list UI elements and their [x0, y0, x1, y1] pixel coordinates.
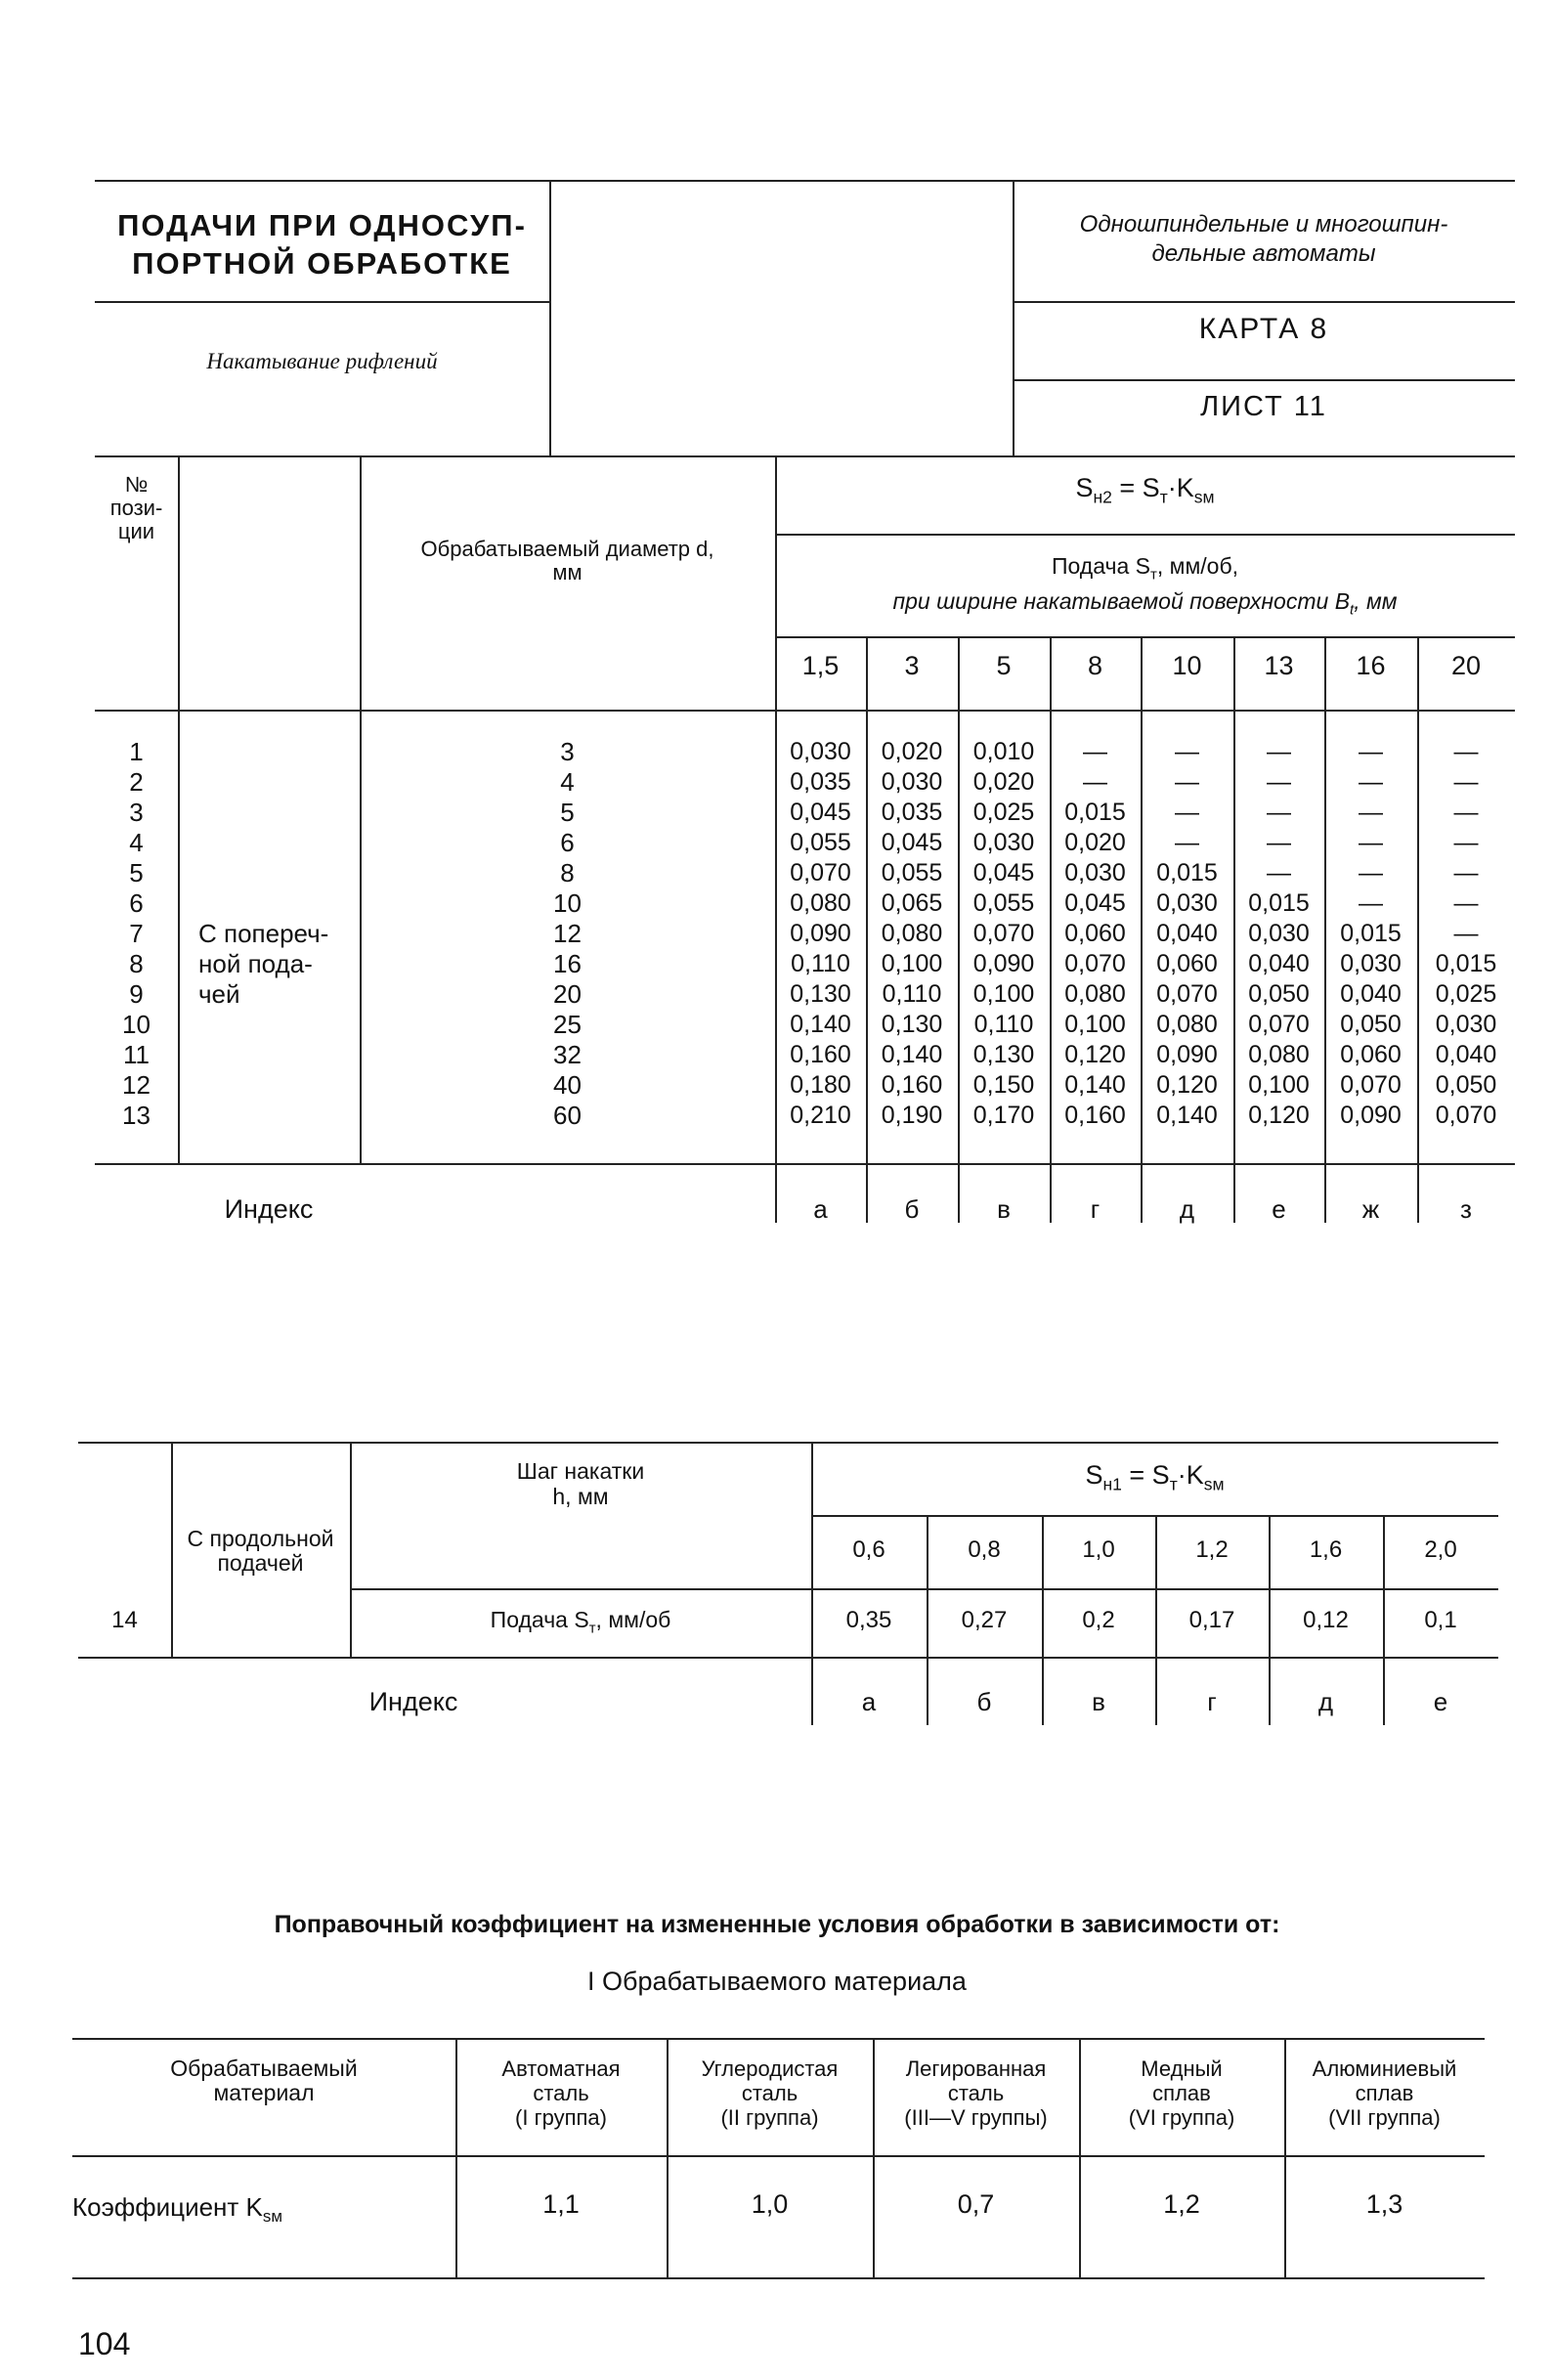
material-header-line: Легированная: [905, 2056, 1047, 2081]
material-header-line: сплав: [1152, 2081, 1211, 2105]
feed-value-cell: 0,040: [1248, 950, 1310, 977]
feed-value-cell: 0,120: [1156, 1071, 1218, 1099]
feed-value-cell: —: [1267, 738, 1291, 765]
index-cell: а: [813, 1194, 828, 1224]
feed-value-cell: 0,070: [1435, 1102, 1497, 1129]
feed-value-cell: 0,110: [973, 1011, 1034, 1038]
feed-value-cell: —: [1453, 859, 1479, 887]
feed-value-cell: —: [1083, 768, 1107, 796]
card-subtitle: Накатывание рифлений: [206, 349, 438, 373]
feed-value-cell: 0,190: [881, 1102, 943, 1129]
material-header-line: сплав: [1355, 2081, 1414, 2105]
feed-value-cell: 0,030: [790, 738, 851, 765]
feed-value-cell: 0,070: [1064, 950, 1126, 977]
feed-value-cell: 0,090: [790, 920, 851, 947]
feed-value-cell: 0,055: [790, 829, 851, 856]
col-position-header: № пози- ции: [109, 472, 163, 543]
position-number: 2: [129, 767, 144, 797]
card-title-line1: ПОДАЧИ ПРИ ОДНОСУП-: [117, 208, 527, 242]
feed-value-cell: 0,140: [881, 1041, 943, 1068]
feed-value-cell: 0,110: [882, 980, 942, 1008]
col-diameter-header: Обрабатываемый диаметр d, мм: [420, 537, 714, 584]
position-number: 4: [129, 828, 144, 857]
index-cell: з: [1460, 1194, 1472, 1224]
feed-value-cell: 0,030: [1156, 889, 1218, 917]
feed-value-cell: —: [1359, 799, 1383, 826]
position-number: 6: [129, 888, 144, 918]
feed-value-cell: 0,160: [790, 1041, 851, 1068]
feed-value-cell: 0,060: [1340, 1041, 1402, 1068]
correction-heading: Поправочный коэффициент на измененные условия обработки в зависимости от:: [274, 1911, 1280, 1938]
machines-line2: дельные автоматы: [1151, 240, 1376, 267]
coefficient-value-cell: 0,7: [957, 2189, 995, 2219]
material-col-header: Обрабатываемый материал: [170, 2055, 358, 2105]
card-title-line2: ПОРТНОЙ ОБРАБОТКЕ: [132, 246, 512, 281]
page-number: 104: [78, 2326, 131, 2361]
width-header-cell: 5: [996, 651, 1012, 680]
feed-value-cell: 0,060: [1156, 950, 1218, 977]
feed-value-cell: —: [1083, 738, 1107, 765]
feed-value-cell: 0,020: [972, 768, 1035, 796]
feed-value-cell: 0,030: [1248, 920, 1310, 947]
feed-value-cell: 0,120: [1064, 1041, 1126, 1068]
position-column: [95, 737, 178, 1131]
diameter-value: 60: [553, 1101, 582, 1130]
feed-value-cell: 0,015: [1064, 799, 1126, 826]
position-number: 10: [122, 1010, 151, 1039]
feed-value-cell: 0,070: [972, 920, 1035, 947]
position-number: 7: [129, 919, 144, 948]
width-header-cell: 16: [1356, 651, 1386, 680]
feed-value-cell: 0,100: [881, 950, 943, 977]
feed-value-cell: 0,160: [881, 1071, 943, 1099]
index-cell: в: [997, 1194, 1011, 1224]
feed-value-cell: —: [1453, 768, 1479, 796]
feed-value-cell: 0,020: [881, 738, 943, 765]
step-value-cell: 1,2: [1195, 1536, 1229, 1563]
feed-value-cell: 0,020: [1064, 829, 1126, 856]
index-cell: б: [904, 1194, 920, 1224]
feed-value-cell: 0,050: [1435, 1071, 1497, 1099]
feed-value-cell: 0,150: [972, 1071, 1035, 1099]
material-header-line: (VII группа): [1328, 2105, 1441, 2130]
width-header-cell: 1,5: [801, 651, 840, 680]
material-header-line: Автоматная: [501, 2056, 621, 2081]
position-number: 1: [129, 737, 144, 766]
index-cell: д: [1179, 1194, 1195, 1224]
feed-value-cell-longitudinal: 0,35: [845, 1607, 892, 1633]
feed-value-cell: 0,110: [791, 950, 850, 977]
feed-value-cell: 0,090: [1156, 1041, 1218, 1068]
material-header-cell: [455, 2056, 667, 2130]
index-cell: е: [1433, 1687, 1448, 1716]
index-cell: ж: [1361, 1194, 1380, 1224]
feed-value-cell: 0,130: [790, 980, 851, 1008]
feed-value-cell: 0,030: [1064, 859, 1126, 887]
feed-value-cell: 0,070: [1340, 1071, 1402, 1099]
index-cell: б: [976, 1687, 992, 1716]
feed-value-cell: 0,045: [790, 799, 851, 826]
feed-value-cell: 0,140: [1156, 1102, 1218, 1129]
feed-value-cell: —: [1175, 829, 1199, 856]
position-number: 9: [129, 979, 144, 1009]
material-header-cell: [1284, 2056, 1485, 2130]
width-header-cell: 10: [1172, 651, 1202, 680]
material-header-line: (II группа): [720, 2105, 819, 2130]
coefficient-value-cell: 1,0: [751, 2189, 789, 2219]
machines-line1: Одношпиндельные и многошпин-: [1079, 211, 1448, 238]
feed-value-cell: 0,015: [1248, 889, 1310, 917]
feed-value-cell: 0,180: [790, 1071, 851, 1099]
feed-value-cell: 0,040: [1435, 1041, 1497, 1068]
index-cell: г: [1090, 1194, 1101, 1224]
feed-header: [775, 553, 1515, 623]
feed-value-cell: 0,015: [1340, 920, 1402, 947]
index-cell: д: [1317, 1687, 1334, 1716]
step-value-cell: 0,8: [968, 1536, 1001, 1563]
step-header: Шаг накатки h, мм: [516, 1458, 645, 1509]
coefficient-label: Коэффициент $K_{sм}$: [72, 2192, 282, 2227]
feed-value-cell: 0,160: [1064, 1102, 1126, 1129]
feed-value-cell: —: [1267, 829, 1291, 856]
diameter-value: 10: [553, 888, 582, 918]
feed-value-cell: —: [1175, 799, 1199, 826]
feed-value-cell: 0,080: [1248, 1041, 1310, 1068]
feed-value-cell: 0,045: [972, 859, 1035, 887]
index-cell: а: [861, 1687, 877, 1716]
feed-value-cell: 0,015: [1435, 950, 1497, 977]
diameter-value: 3: [560, 737, 575, 766]
feed-value-cell: —: [1359, 829, 1383, 856]
diameter-value: 5: [560, 798, 575, 827]
step-value-cell: 1,6: [1309, 1536, 1343, 1563]
feed-value-cell: 0,070: [1156, 980, 1218, 1008]
width-header-cell: 3: [904, 651, 920, 680]
feed-value-cell: 0,070: [1248, 1011, 1310, 1038]
step-value-cell: 1,0: [1082, 1536, 1115, 1563]
diameter-value: 25: [553, 1010, 582, 1039]
diameter-value: 8: [560, 858, 575, 887]
feed-value-cell-longitudinal: 0,27: [961, 1607, 1008, 1633]
feed-value-cell: 0,055: [881, 859, 943, 887]
feed-value-cell: 0,130: [972, 1041, 1035, 1068]
diameter-value: 4: [560, 767, 575, 797]
card-number: КАРТА 8: [1198, 313, 1329, 345]
feed-value-cell: 0,090: [1340, 1102, 1402, 1129]
feed-value-cell: 0,035: [790, 768, 851, 796]
diameter-value: 32: [553, 1040, 582, 1069]
feed-value-cell: 0,025: [1435, 980, 1497, 1008]
feed-value-cell-longitudinal: 0,17: [1188, 1607, 1235, 1633]
feed-value-cell: 0,055: [972, 889, 1035, 917]
feed-value-cell: —: [1359, 889, 1383, 917]
feed-value-cell: 0,030: [881, 768, 943, 796]
width-header-cell: 8: [1087, 651, 1103, 680]
feed-value-cell: 0,080: [790, 889, 851, 917]
method-cross: С попереч- ной пода- чей: [198, 919, 329, 1009]
index-cell: г: [1207, 1687, 1217, 1716]
feed-value-cell: 0,045: [881, 829, 943, 856]
feed-value-cell: 0,080: [1156, 1011, 1218, 1038]
material-header-line: сталь: [533, 2081, 589, 2105]
feed-value-cell: 0,015: [1156, 859, 1218, 887]
feed-value-cell: —: [1359, 768, 1383, 796]
feed-value-cell: 0,070: [790, 859, 851, 887]
material-header-line: Медный: [1141, 2056, 1223, 2081]
position-number: 12: [122, 1070, 151, 1100]
feed-value-cell: 0,045: [1064, 889, 1126, 917]
feed-value-cell: 0,100: [1064, 1011, 1126, 1038]
feed-value-cell: —: [1267, 799, 1291, 826]
diameter-value: 12: [553, 919, 582, 948]
feed-header-line2: при ширине накатываемой поверхности $B_t$, мм: [892, 587, 1398, 619]
feed-value-cell: 0,080: [1064, 980, 1126, 1008]
feed-value-cell: 0,030: [972, 829, 1035, 856]
material-header-cell: [873, 2056, 1079, 2130]
feed-value-cell: 0,170: [972, 1102, 1035, 1129]
feed-value-cell: 0,090: [972, 950, 1035, 977]
feed-value-cell: —: [1267, 859, 1291, 887]
material-header-line: сталь: [741, 2081, 799, 2105]
diameter-value: 6: [560, 828, 575, 857]
material-header-cell: [667, 2056, 873, 2130]
coefficient-value-cell: 1,2: [1163, 2189, 1200, 2219]
formula-cross: $S_{н2} = S_т\cdot K_{sм}$: [1075, 473, 1215, 507]
feed-value-cell: 0,100: [1248, 1071, 1310, 1099]
feed-value-cell: —: [1453, 738, 1479, 765]
feed-value-cell: —: [1453, 920, 1479, 947]
position-number: 8: [129, 949, 144, 978]
feed-value-cell: —: [1359, 738, 1383, 765]
feed-value-cell: 0,140: [1064, 1071, 1126, 1099]
width-header-cell: 20: [1450, 651, 1482, 680]
feed-value-cell: 0,050: [1248, 980, 1310, 1008]
position-14: 14: [111, 1607, 138, 1633]
feed-value-cell: 0,065: [881, 889, 943, 917]
feed-value-cell: 0,040: [1156, 920, 1218, 947]
feed-value-cell: 0,100: [972, 980, 1035, 1008]
diameter-value: 20: [553, 979, 582, 1009]
step-value-cell: 0,6: [852, 1536, 885, 1563]
feed-header-line1: Подача $S_т$, мм/об,: [1051, 553, 1239, 584]
diameter-value: 16: [553, 949, 582, 978]
correction-subheading: I Обрабатываемого материала: [587, 1967, 967, 1996]
feed-value-cell: 0,130: [881, 1011, 943, 1038]
feed-value-cell: —: [1453, 829, 1479, 856]
index-cell: в: [1092, 1687, 1105, 1716]
feed-value-cell: —: [1175, 768, 1199, 796]
position-number: 5: [129, 858, 144, 887]
feed-value-cell: 0,050: [1340, 1011, 1402, 1038]
step-value-cell: 2,0: [1424, 1536, 1457, 1563]
material-header-line: (VI группа): [1128, 2105, 1235, 2130]
feed-value-cell: —: [1453, 889, 1479, 917]
diameter-value: 40: [553, 1070, 582, 1100]
feed-value-cell: 0,010: [972, 738, 1035, 765]
feed-value-cell: 0,120: [1248, 1102, 1310, 1129]
material-header-cell: [1079, 2056, 1284, 2130]
material-header-line: сталь: [947, 2081, 1005, 2105]
material-header-line: Алюминиевый: [1312, 2056, 1457, 2081]
sheet-number: ЛИСТ 11: [1200, 391, 1327, 422]
feed-value-cell: —: [1267, 768, 1291, 796]
feed-value-cell: 0,080: [881, 920, 943, 947]
width-header-cell: 13: [1264, 651, 1294, 680]
index-label-2: Индекс: [368, 1687, 458, 1716]
feed-value-cell-longitudinal: 0,12: [1303, 1607, 1349, 1633]
coefficient-value-cell: 1,3: [1365, 2189, 1403, 2219]
index-label-1: Индекс: [224, 1194, 314, 1224]
feed-value-cell: 0,140: [790, 1011, 851, 1038]
position-number: 13: [122, 1101, 151, 1130]
feed-value-cell: —: [1359, 859, 1383, 887]
feed-value-cell-longitudinal: 0,2: [1082, 1607, 1115, 1633]
index-cell: е: [1272, 1194, 1286, 1224]
feed-value-cell: 0,030: [1340, 950, 1402, 977]
diameter-column: [360, 737, 775, 1131]
feed-value-cell: 0,060: [1064, 920, 1126, 947]
coefficient-value-cell: 1,1: [542, 2189, 580, 2219]
position-number: 11: [123, 1040, 150, 1069]
position-number: 3: [129, 798, 144, 827]
formula-longitudinal: $S_{н1} = S_т\cdot K_{sм}$: [1085, 1460, 1225, 1494]
feed-value-cell: 0,210: [790, 1102, 851, 1129]
feed-value-cell-longitudinal: 0,1: [1424, 1607, 1457, 1633]
method-longitudinal: С продольной подачей: [187, 1526, 334, 1576]
feed-value-cell: —: [1175, 738, 1199, 765]
feed-value-cell: 0,025: [972, 799, 1035, 826]
feed-value-cell: 0,035: [881, 799, 943, 826]
feed-value-cell: 0,030: [1435, 1011, 1497, 1038]
material-header-line: (III—V группы): [904, 2105, 1048, 2130]
feed-value-cell: 0,040: [1340, 980, 1402, 1008]
material-header-line: (I группа): [515, 2105, 607, 2130]
feed-label-longitudinal: Подача $S_т$, мм/об: [490, 1607, 671, 1637]
feed-value-cell: —: [1453, 799, 1479, 826]
material-header-line: Углеродистая: [701, 2056, 839, 2081]
